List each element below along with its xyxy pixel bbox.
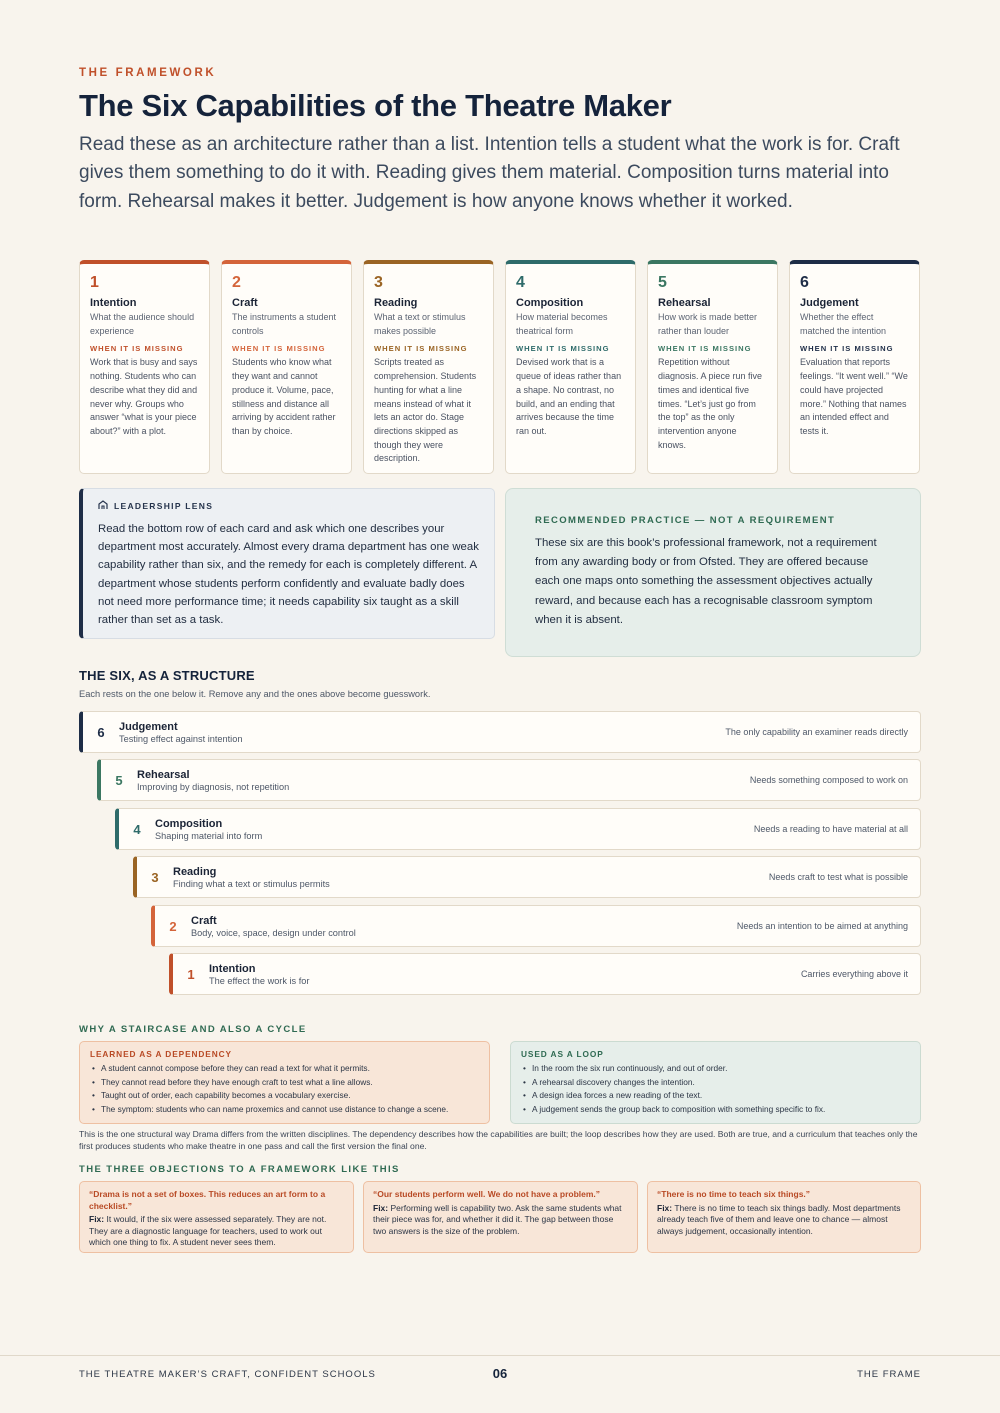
step-text <box>191 915 737 938</box>
list-item: • A rehearsal discovery changes the intention. <box>521 1076 910 1090</box>
card-name: Intention <box>90 297 137 309</box>
step-subtitle: Finding what a text or stimulus permits <box>173 878 330 889</box>
capability-card <box>363 260 494 474</box>
building-icon <box>98 500 108 512</box>
capability-card <box>789 260 920 474</box>
capability-cards <box>79 260 921 474</box>
structure-step <box>169 953 921 995</box>
list-item: • In the room the six run continuously, and out of order. <box>521 1062 910 1076</box>
step-number: 5 <box>115 772 123 788</box>
lens-header <box>98 500 480 512</box>
step-number: 2 <box>169 918 177 934</box>
structure-subtitle: Each rests on the one below it. Remove any and the ones above become guesswork. <box>79 689 431 699</box>
step-text <box>209 963 801 986</box>
page-number: 06 <box>492 1366 508 1381</box>
step-note: Needs an intention to be aimed at anything <box>736 921 908 931</box>
loop-label: USED AS A LOOP <box>521 1049 604 1059</box>
practice-text: These six are this book’s professional framework, not a requirement from any awarding body or from Ofsted. They are offered because each one maps onto something the assessment objectives actually reward, and because each has a recognisable classroom symptom when it is absent. <box>535 537 877 626</box>
card-name: Rehearsal <box>658 297 711 309</box>
list-item: • Taught out of order, each capability becomes a vocabulary exercise. <box>90 1089 479 1103</box>
objection-fix <box>657 1203 911 1238</box>
card-missing-label: WHEN IT IS MISSING <box>90 344 184 354</box>
step-number: 6 <box>97 724 105 740</box>
step-name: Composition <box>155 817 223 830</box>
card-number: 3 <box>374 274 383 291</box>
footer-divider <box>0 1355 1000 1356</box>
step-subtitle: Body, voice, space, design under control <box>191 927 356 938</box>
step-subtitle: Testing effect against intention <box>119 733 243 744</box>
step-note: Needs a reading to have material at all <box>753 824 908 834</box>
fix-text: It would, if the six were assessed separately. They are not. They are a diagnostic language for teachers, used to work out which one thing to fix. A student never sees them. <box>89 1214 327 1247</box>
recommended-practice-callout <box>505 488 921 657</box>
objection-quote: “Drama is not a set of boxes. This reduces an art form to a checklist.” <box>89 1189 326 1211</box>
step-subtitle: Improving by diagnosis, not repetition <box>137 781 290 792</box>
card-description: What the audience should experience <box>90 312 195 336</box>
step-name: Craft <box>191 914 217 927</box>
card-number: 1 <box>90 274 99 291</box>
objection-card <box>79 1181 354 1253</box>
lens-text: Read the bottom row of each card and ask which one describes your department most accurately. Almost every drama department has one weak capability rather than six, and the remedy for each is completely different. A department whose students perform confidently and evaluate badly does not need more performance time; it needs capability six taught as a skill rather than set as a task. <box>98 523 479 627</box>
card-description: The instruments a student controls <box>232 312 337 336</box>
card-description: Whether the effect matched the intention <box>800 312 887 336</box>
footer-section: THE FRAME <box>857 1369 921 1380</box>
objection-quote: “Our students perform well. We do not have a problem.” <box>373 1189 601 1199</box>
step-name: Reading <box>173 865 217 878</box>
card-name: Judgement <box>800 297 859 309</box>
step-text <box>119 721 725 744</box>
step-text <box>155 818 754 841</box>
list-item: • A judgement sends the group back to composition with something specific to fix. <box>521 1103 910 1117</box>
fix-text: Performing well is capability two. Ask the same students what their piece was for, and whether it did it. The gap between those two answers is the size of the problem. <box>373 1202 622 1236</box>
card-missing-label: WHEN IT IS MISSING <box>658 344 752 354</box>
objection-fix <box>373 1203 628 1238</box>
capability-card <box>79 260 210 474</box>
capability-card <box>221 260 352 474</box>
structure-step <box>133 856 921 898</box>
lede-paragraph: Read these as an architecture rather than a list. Intention tells a student what the work is for. Craft gives them something to do it with. Reading gives them material. Composition turns material into form. Rehearsal makes it better. Judgement is how anyone knows whether it worked. <box>79 134 900 212</box>
card-number: 2 <box>232 274 241 291</box>
card-name: Craft <box>232 297 258 309</box>
step-number: 3 <box>151 869 159 885</box>
lens-label: LEADERSHIP LENS <box>114 501 214 511</box>
step-text <box>173 866 769 889</box>
fix-label: Fix: <box>657 1202 673 1213</box>
card-missing-text: Scripts treated as comprehension. Students hunting for what a line means instead of what it lets an actor do. Stage directions skipped as though they were description. <box>374 357 477 464</box>
capability-card <box>647 260 778 474</box>
dependency-box <box>79 1041 490 1124</box>
structure-step <box>151 905 921 947</box>
fix-label: Fix: <box>89 1214 105 1224</box>
objection-quote: “There is no time to teach six things.” <box>657 1189 811 1199</box>
staircase-note: This is the one structural way Drama differs from the written disciplines. The dependency describes how the capabilities are built; the loop describes how they are used. Both are true, and a curriculum that teaches only the first produces students who make theatre in one pass and call the first version the final one. <box>79 1129 918 1151</box>
practice-label: RECOMMENDED PRACTICE — NOT A REQUIREMENT <box>535 515 836 526</box>
structure-step <box>97 759 921 801</box>
card-missing-text: Work that is busy and says nothing. Students who can describe what they did and never why. Groups who answer “what is your piece about?” with a plot. <box>90 357 198 436</box>
step-note: Needs craft to test what is possible <box>768 872 908 882</box>
card-description: How work is made better rather than louder <box>658 312 758 336</box>
eyebrow: THE FRAMEWORK <box>79 67 217 79</box>
leadership-lens-callout <box>79 488 495 639</box>
card-missing-label: WHEN IT IS MISSING <box>800 344 894 354</box>
card-name: Composition <box>516 297 584 309</box>
card-missing-text: Evaluation that reports feelings. “It went well.” “We could have projected more.” Nothing that names an intended effect and tests it. <box>800 357 908 436</box>
card-description: How material becomes theatrical form <box>516 312 608 336</box>
step-note: Carries everything above it <box>800 969 908 979</box>
structure-step <box>79 711 921 753</box>
step-number: 1 <box>187 966 195 982</box>
structure-title: THE SIX, AS A STRUCTURE <box>79 668 255 683</box>
objection-card <box>647 1181 921 1253</box>
dependency-list <box>90 1062 479 1116</box>
card-missing-label: WHEN IT IS MISSING <box>374 344 468 354</box>
step-name: Rehearsal <box>137 768 190 781</box>
staircase-title: WHY A STAIRCASE AND ALSO A CYCLE <box>79 1024 307 1035</box>
card-number: 5 <box>658 274 667 291</box>
card-name: Reading <box>374 297 418 309</box>
dependency-label: LEARNED AS A DEPENDENCY <box>90 1049 232 1059</box>
capability-card <box>505 260 636 474</box>
step-subtitle: Shaping material into form <box>155 830 263 841</box>
card-number: 4 <box>516 274 525 291</box>
card-missing-label: WHEN IT IS MISSING <box>516 344 610 354</box>
card-description: What a text or stimulus makes possible <box>374 312 466 336</box>
step-name: Judgement <box>119 720 178 733</box>
step-note: Needs something composed to work on <box>749 775 908 785</box>
list-item: • The symptom: students who can name proxemics and cannot use distance to change a scene. <box>90 1103 479 1117</box>
structure-step <box>115 808 921 850</box>
step-text <box>137 769 750 792</box>
page-title: The Six Capabilities of the Theatre Maker <box>79 88 672 123</box>
card-missing-text: Repetition without diagnosis. A piece run five times and identical five times. “Let’s just go from the top” as the only intervention anyone knows. <box>658 357 763 450</box>
list-item: • They cannot read before they have enough craft to test what a line allows. <box>90 1076 479 1090</box>
footer-book-title: THE THEATRE MAKER’S CRAFT, CONFIDENT SCHOOLS <box>79 1369 376 1380</box>
card-missing-text: Students who know what they want and cannot produce it. Volume, pace, stillness and distance all arriving by accident rather than by choice. <box>232 357 336 436</box>
fix-text: There is no time to teach six things badly. Most departments already teach five of them and leave one to chance — almost always judgement, occasionally intention. <box>657 1202 901 1236</box>
loop-list <box>521 1062 910 1116</box>
card-missing-text: Devised work that is a queue of ideas rather than a shape. No contrast, no build, and an ending that arrives because the time ran out. <box>516 357 622 436</box>
step-note: The only capability an examiner reads directly <box>725 727 908 737</box>
card-number: 6 <box>800 274 809 291</box>
list-item: • A design idea forces a new reading of the text. <box>521 1089 910 1103</box>
step-name: Intention <box>209 962 256 975</box>
card-missing-label: WHEN IT IS MISSING <box>232 344 326 354</box>
fix-label: Fix: <box>373 1202 389 1213</box>
objection-fix <box>89 1214 344 1249</box>
step-number: 4 <box>133 821 141 837</box>
loop-box <box>510 1041 921 1124</box>
list-item: • A student cannot compose before they can read a text for what it permits. <box>90 1062 479 1076</box>
objections-title: THE THREE OBJECTIONS TO A FRAMEWORK LIKE THIS <box>79 1164 400 1175</box>
objection-card <box>363 1181 638 1253</box>
step-subtitle: The effect the work is for <box>209 975 310 986</box>
